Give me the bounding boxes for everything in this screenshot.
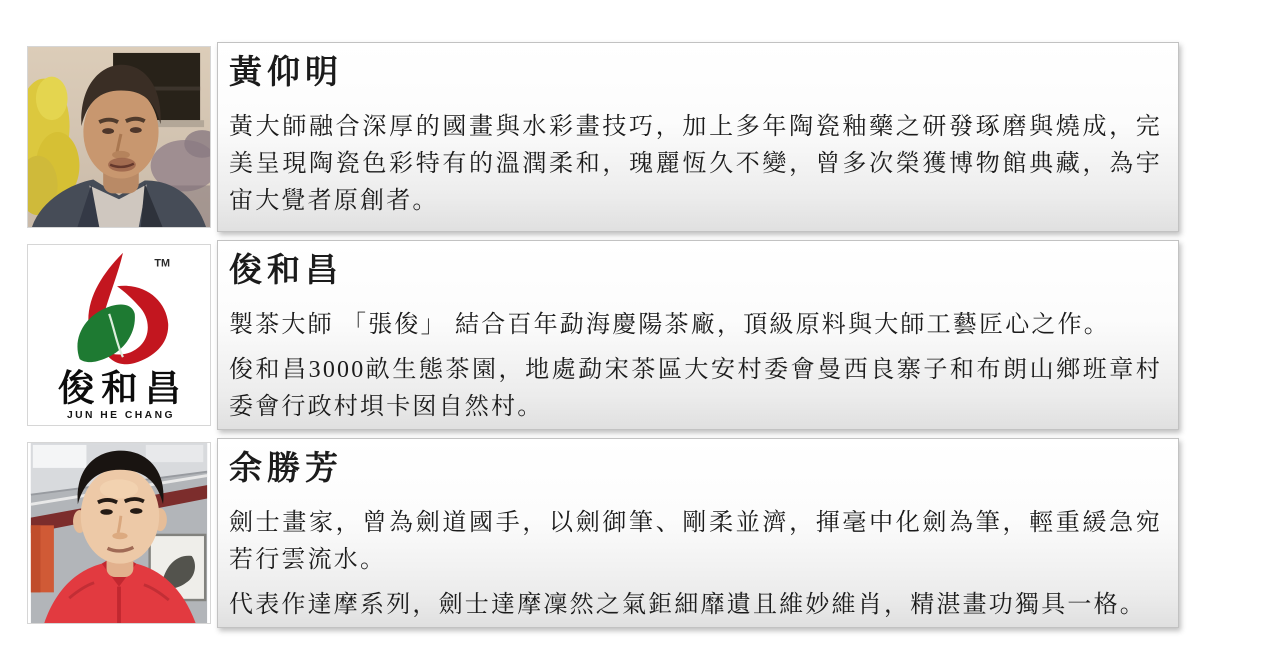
profile-name: 俊和昌: [229, 253, 343, 289]
trademark-symbol: TM: [154, 257, 171, 270]
portrait-illustration: [28, 47, 210, 227]
profile-name: 余勝芳: [229, 451, 343, 487]
profile-panel: [217, 42, 1179, 232]
tea-brand-logo-icon: [28, 245, 210, 425]
profiles-page: [27, 42, 1179, 636]
profile-name: 黃仰明: [229, 55, 343, 91]
logo-english-name: JUN HE CHANG: [66, 410, 175, 422]
profile-paragraph: 劍士畫家，曾為劍道國手，以劍御筆、剛柔並濟，揮毫中化劍為筆，輕重緩急宛若行雲流水。: [229, 509, 1162, 573]
profile-card-yu-sheng-fang: [27, 438, 1179, 628]
brand-logo-jun-he-chang: [27, 244, 211, 426]
portrait-illustration: [28, 443, 210, 623]
profile-paragraph: 代表作達摩系列，劍士達摩凜然之氣鉅細靡遺且維妙維肖，精湛畫功獨具一格。: [229, 591, 1146, 618]
logo-chinese-name: 俊和昌: [58, 367, 188, 409]
portrait-photo-yu-sheng-fang: [27, 442, 211, 624]
profile-card-jun-he-chang: [27, 240, 1179, 430]
portrait-photo-huang-yang-ming: [27, 46, 211, 228]
profile-paragraph: 製茶大師 「張俊」 結合百年勐海慶陽茶廠，頂級原料與大師工藝匠心之作。: [229, 311, 1110, 338]
profile-panel: [217, 438, 1179, 628]
profile-paragraph: 俊和昌3000畝生態茶園，地處勐宋茶區大安村委會曼西良寨子和布朗山鄉班章村委會行政村垻卡囡自然村。: [229, 356, 1162, 420]
profile-panel: [217, 240, 1179, 430]
profile-card-huang-yang-ming: [27, 42, 1179, 232]
profile-paragraph: 黃大師融合深厚的國畫與水彩畫技巧，加上多年陶瓷釉藥之研發琢磨與燒成，完美呈現陶瓷色彩特有的溫潤柔和，瑰麗恆久不變，曾多次榮獲博物館典藏，為宇宙大覺者原創者。: [229, 113, 1162, 214]
